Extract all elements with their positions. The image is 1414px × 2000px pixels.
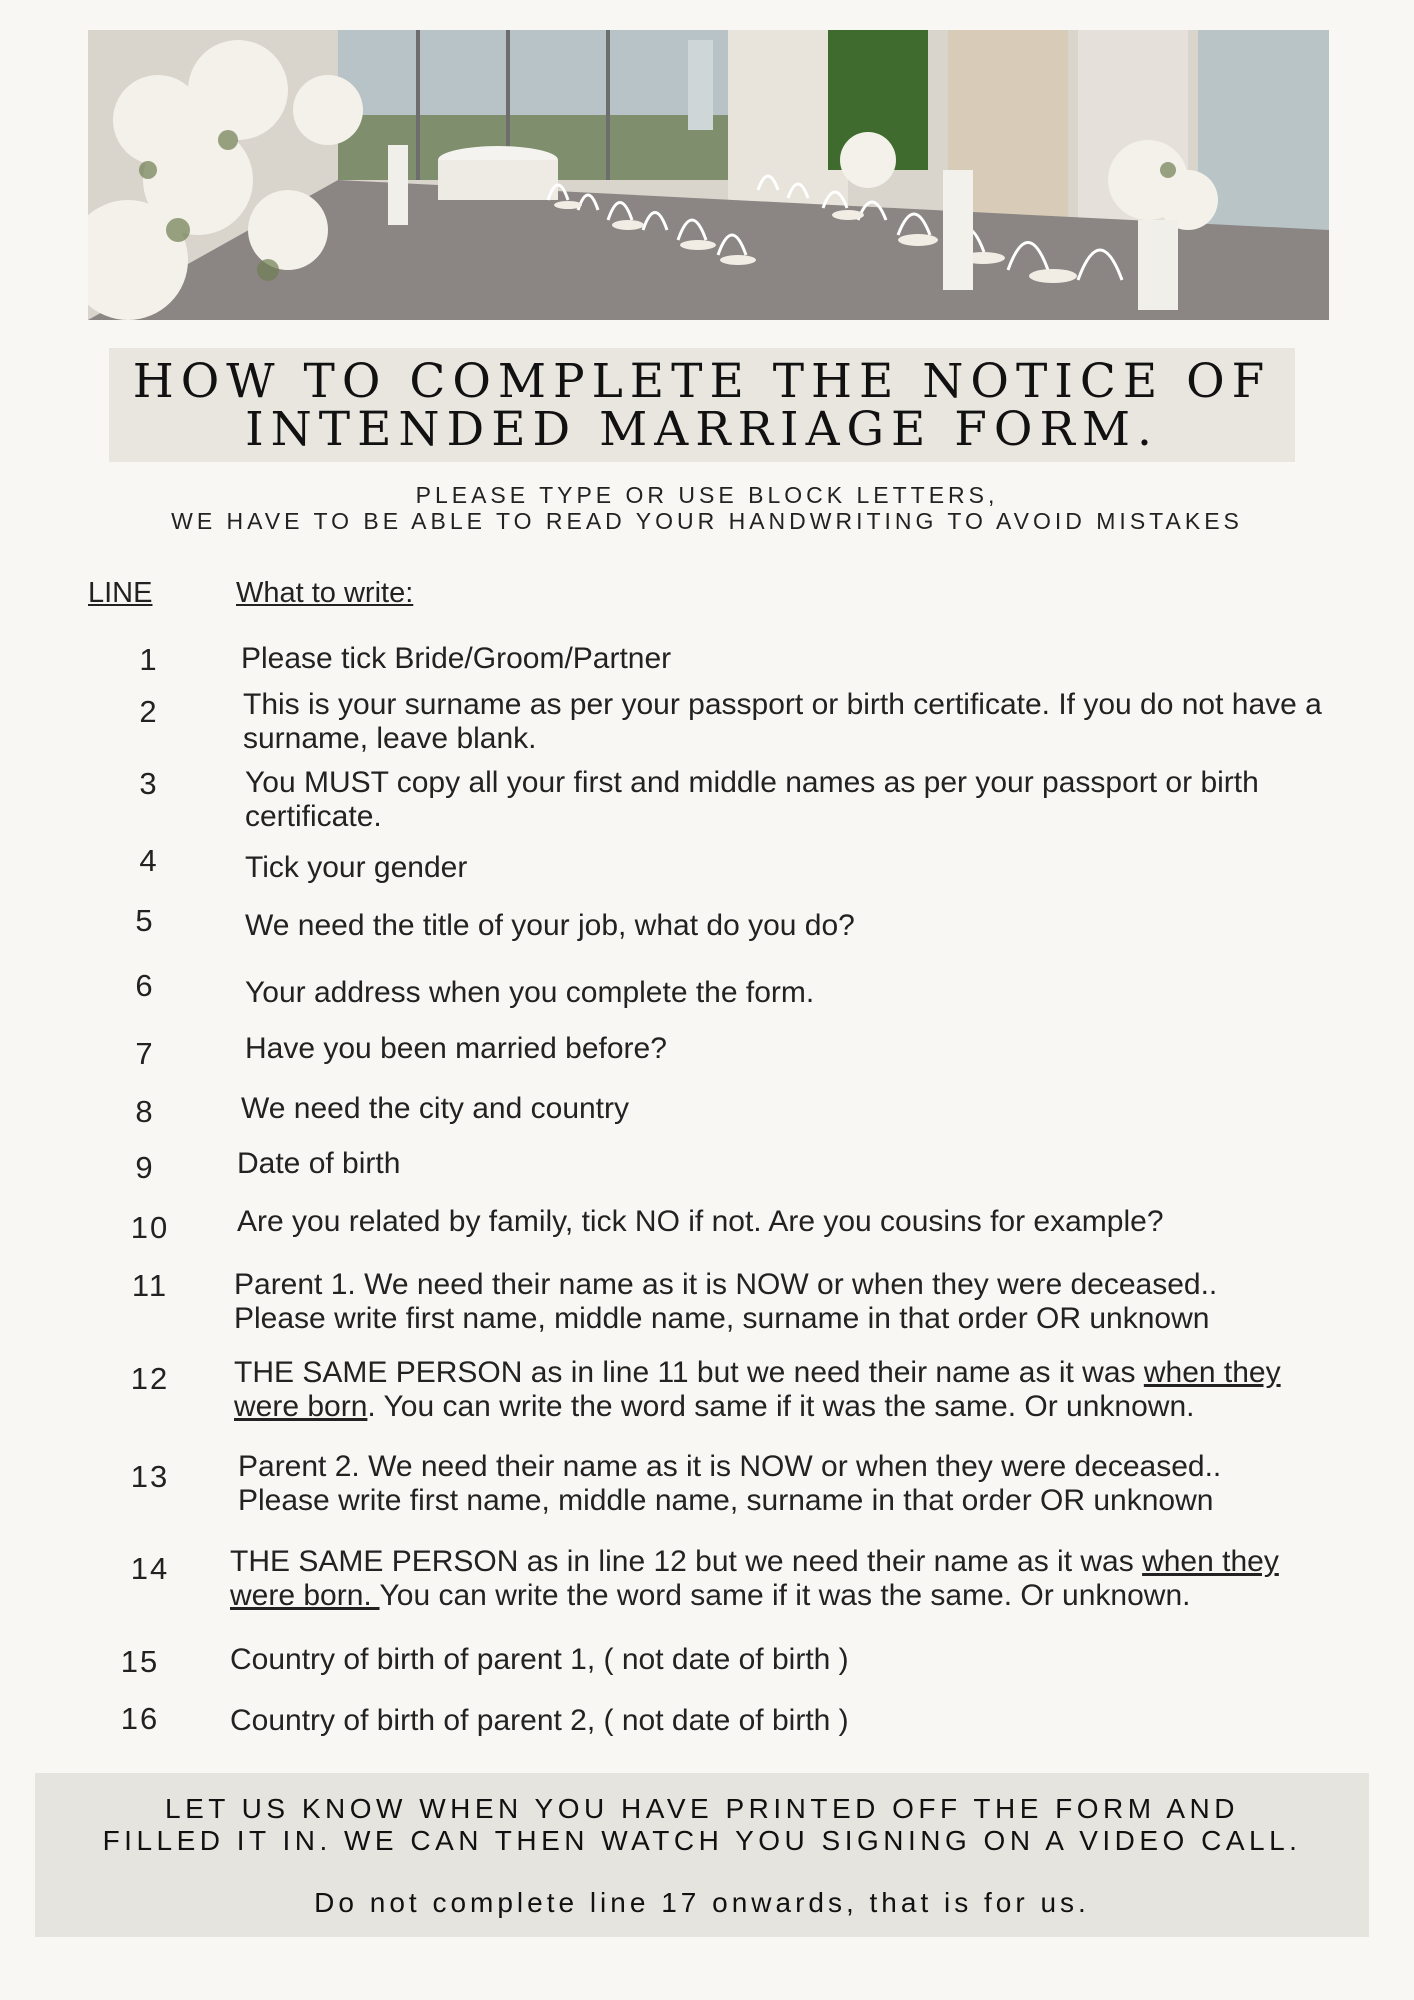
- line-description-part-2: . You can write the word same if it was the same. Or unknown.: [367, 1390, 1195, 1423]
- line-description: [238, 1450, 1414, 1518]
- line-description-part-1: Parent 1. We need their name as it is NOW or when they were deceased..: [234, 1268, 1218, 1301]
- line-description: Please tick Bride/Groom/Partner: [241, 642, 672, 675]
- line-description: [234, 1356, 1384, 1424]
- line-description: We need the title of your job, what do you do?: [245, 909, 855, 942]
- line-description-part-1: THE SAME PERSON as in line 12 but we need their name as it was: [230, 1545, 1143, 1578]
- line-description: Are you related by family, tick NO if not. Are you cousins for example?: [237, 1205, 1164, 1238]
- footer-line-2: FILLED IT IN. WE CAN THEN WATCH YOU SIGNING ON A VIDEO CALL.: [102, 1825, 1302, 1856]
- line-description-part-2: You can write the word same if it was the same. Or unknown.: [379, 1579, 1191, 1612]
- page-title-line-2: INTENDED MARRIAGE FORM.: [245, 402, 1159, 457]
- underlined-text: were born.: [230, 1579, 380, 1612]
- line-number: 16: [120, 1701, 160, 1736]
- line-description: Country of birth of parent 2, ( not date of birth ): [230, 1704, 849, 1737]
- line-number: 11: [131, 1268, 169, 1303]
- line-description-part-1: Parent 2. We need their name as it is NOW or when they were deceased..: [238, 1450, 1222, 1483]
- line-description: Country of birth of parent 1, ( not date of birth ): [230, 1643, 849, 1676]
- line-number: 9: [135, 1150, 155, 1185]
- line-number: 15: [120, 1644, 160, 1679]
- line-description: This is your surname as per your passport or birth certificate. If you do not have a surname, leave blank.: [243, 688, 1322, 755]
- line-description: Date of birth: [237, 1147, 401, 1180]
- underlined-text: were born: [234, 1390, 368, 1423]
- line-description: [234, 1268, 1414, 1336]
- line-description-part-2: Please write first name, middle name, surname in that order OR unknown: [234, 1302, 1210, 1335]
- line-description: We need the city and country: [241, 1092, 630, 1125]
- header-photo: [88, 30, 1329, 320]
- line-number: 7: [135, 1036, 155, 1071]
- footer-message: [35, 1793, 1369, 1857]
- column-header-what: What to write:: [236, 577, 414, 609]
- ceremony-room-illustration: [88, 30, 1329, 320]
- line-number: 4: [139, 843, 159, 878]
- instructions-line-1: PLEASE TYPE OR USE BLOCK LETTERS,: [415, 482, 999, 508]
- line-number: 5: [135, 903, 155, 938]
- line-number: 2: [139, 694, 159, 729]
- line-number: 10: [130, 1210, 170, 1245]
- title-box: [109, 348, 1295, 462]
- line-description: You MUST copy all your first and middle names as per your passport or birth certificate.: [245, 766, 1259, 833]
- underlined-text: when they: [1142, 1545, 1279, 1578]
- line-description-part-1: THE SAME PERSON as in line 11 but we need their name as it was: [234, 1356, 1144, 1389]
- line-number: 6: [135, 968, 155, 1003]
- page-title-line-1: HOW TO COMPLETE THE NOTICE OF: [132, 354, 1272, 409]
- line-number: 13: [130, 1459, 170, 1494]
- line-description: Tick your gender: [245, 851, 468, 884]
- line-number: 8: [135, 1094, 155, 1129]
- line-description: Have you been married before?: [245, 1032, 667, 1065]
- line-description: Your address when you complete the form.: [245, 976, 815, 1009]
- line-description-part-2: Please write first name, middle name, surname in that order OR unknown: [238, 1484, 1214, 1517]
- footer-line-1: LET US KNOW WHEN YOU HAVE PRINTED OFF THE FORM AND: [165, 1793, 1239, 1824]
- column-header-line: LINE: [88, 577, 153, 609]
- line-number: 14: [130, 1551, 170, 1586]
- underlined-text: when they: [1143, 1356, 1281, 1389]
- footer-line-3: Do not complete line 17 onwards, that is for us.: [314, 1887, 1090, 1918]
- line-number: 1: [139, 642, 159, 677]
- instructions-line-2: WE HAVE TO BE ABLE TO READ YOUR HANDWRITING TO AVOID MISTAKES: [171, 508, 1243, 534]
- footer-note: [35, 1773, 1369, 1937]
- line-number: 12: [130, 1361, 170, 1396]
- line-description: [230, 1545, 1385, 1613]
- line-number: 3: [139, 766, 159, 801]
- instructions: [0, 482, 1414, 534]
